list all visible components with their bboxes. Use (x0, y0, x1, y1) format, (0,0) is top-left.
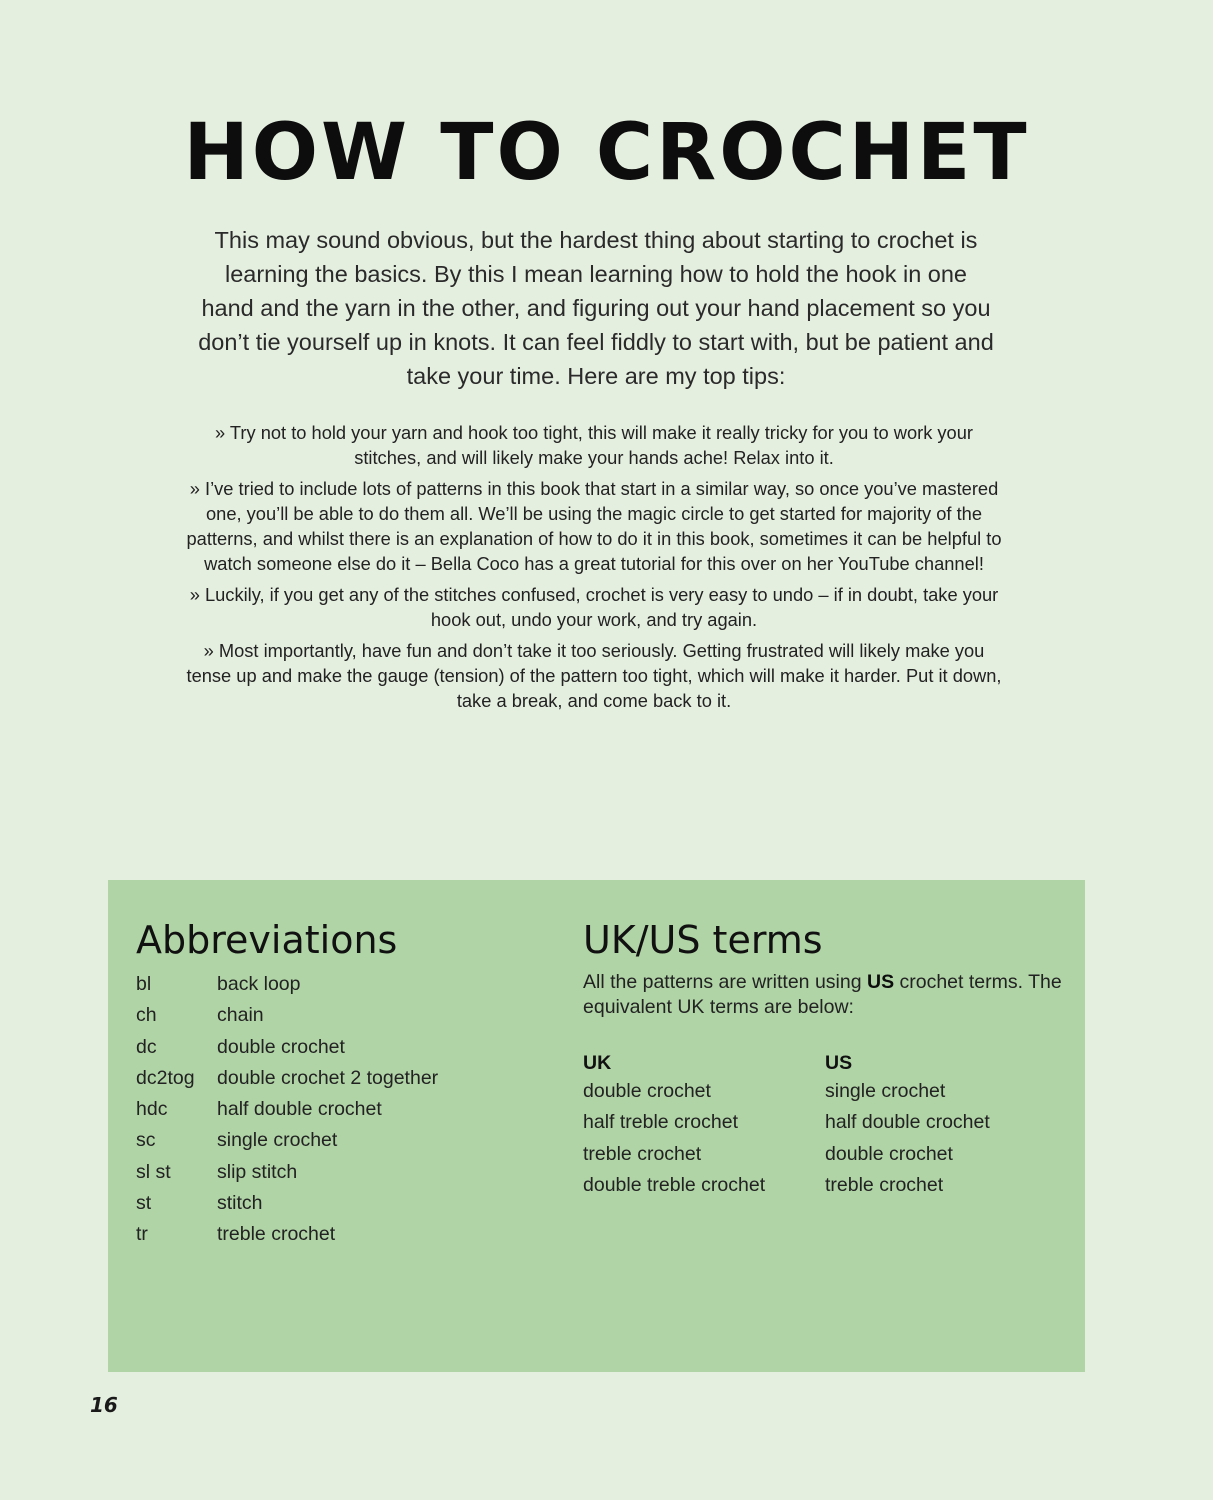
abbreviation-code: sl st (136, 1160, 171, 1183)
abbreviation-code: dc2tog (136, 1066, 195, 1089)
tip-item: » Most importantly, have fun and don’t take it too seriously. Getting frustrated will likely make you tense up and make the gauge (tension) of the pattern too tight, which will make it harder. Put it down, take a break, and come back to it. (186, 640, 1002, 711)
abbreviation-code: dc (136, 1035, 157, 1058)
abbreviations-heading: Abbreviations (136, 918, 398, 962)
us-terms-column (825, 1050, 1065, 1201)
terms-note-emphasis: US (866, 971, 895, 993)
abbreviation-meaning: stitch (217, 1192, 263, 1215)
abbreviation-meaning: double crochet 2 together (217, 1066, 439, 1089)
abbreviation-row (136, 1157, 556, 1188)
abbreviation-row (136, 1125, 556, 1156)
us-column-label: US (825, 1052, 853, 1074)
uk-term: treble crochet (583, 1142, 702, 1165)
uk-terms-column (583, 1050, 813, 1201)
uk-term: double crochet (583, 1080, 711, 1102)
abbreviations-list (136, 969, 556, 1251)
abbreviation-row (136, 1063, 556, 1094)
us-term: half double crochet (825, 1111, 990, 1134)
tip-item: » Try not to hold your yarn and hook too tight, this will make it really tricky for you to work your stitches, and will likely make your hands ache! Relax into it. (215, 422, 973, 468)
abbreviation-code: bl (136, 973, 152, 995)
abbreviation-row (136, 1188, 556, 1219)
uk-term: half treble crochet (583, 1111, 739, 1134)
abbreviation-meaning: treble crochet (217, 1223, 336, 1246)
tips-list (186, 420, 1002, 719)
abbreviation-row (136, 1032, 556, 1063)
terms-note-text: All the patterns are written using (583, 971, 867, 993)
abbreviation-row (136, 1000, 556, 1031)
uk-column-label: UK (583, 1052, 612, 1074)
page-title: HOW TO CROCHET (183, 108, 1030, 198)
abbreviation-code: tr (136, 1223, 148, 1246)
abbreviation-meaning: single crochet (217, 1129, 338, 1152)
intro-paragraph: This may sound obvious, but the hardest thing about starting to crochet is learning the basics. By this I mean learning how to hold the hook in one hand and the yarn in the other, and figuring out your hand placement so you don’t tie yourself up in knots. It can feel fiddly to start with, but be patient and take your time. Here are my top tips: (198, 227, 994, 389)
terms-heading: UK/US terms (583, 918, 823, 962)
abbreviation-row (136, 1219, 556, 1250)
abbreviation-meaning: chain (217, 1004, 264, 1027)
abbreviation-meaning: double crochet (217, 1035, 345, 1058)
terms-note (583, 970, 1073, 1020)
page-number: 16 (90, 1393, 118, 1417)
abbreviation-meaning: slip stitch (217, 1160, 298, 1183)
abbreviation-row (136, 1094, 556, 1125)
terms-note-text: crochet terms. The equivalent UK terms are below: (583, 971, 1062, 1018)
abbreviation-code: ch (136, 1004, 157, 1027)
us-term: single crochet (825, 1080, 946, 1102)
us-term: treble crochet (825, 1173, 944, 1196)
abbreviation-code: st (136, 1192, 152, 1215)
abbreviation-meaning: back loop (217, 973, 301, 995)
us-term: double crochet (825, 1142, 953, 1165)
tip-item: » Luckily, if you get any of the stitches confused, crochet is very easy to undo – if in doubt, take your hook out, undo your work, and try again. (189, 584, 999, 630)
abbreviation-row (136, 969, 556, 1000)
abbreviation-meaning: half double crochet (217, 1098, 382, 1121)
abbreviation-code: sc (136, 1129, 156, 1152)
uk-term: double treble crochet (583, 1173, 766, 1196)
abbreviation-code: hdc (136, 1098, 168, 1121)
tip-item: » I’ve tried to include lots of patterns in this book that start in a similar way, so once you’ve mastered one, you’ll be able to do them all. We’ll be using the magic circle to get started for majority of the patterns, and whilst there is an explanation of how to do it in this book, sometimes it can be helpful to watch someone else do it – Bella Coco has a great tutorial for this over on her YouTube channel! (186, 478, 1002, 574)
